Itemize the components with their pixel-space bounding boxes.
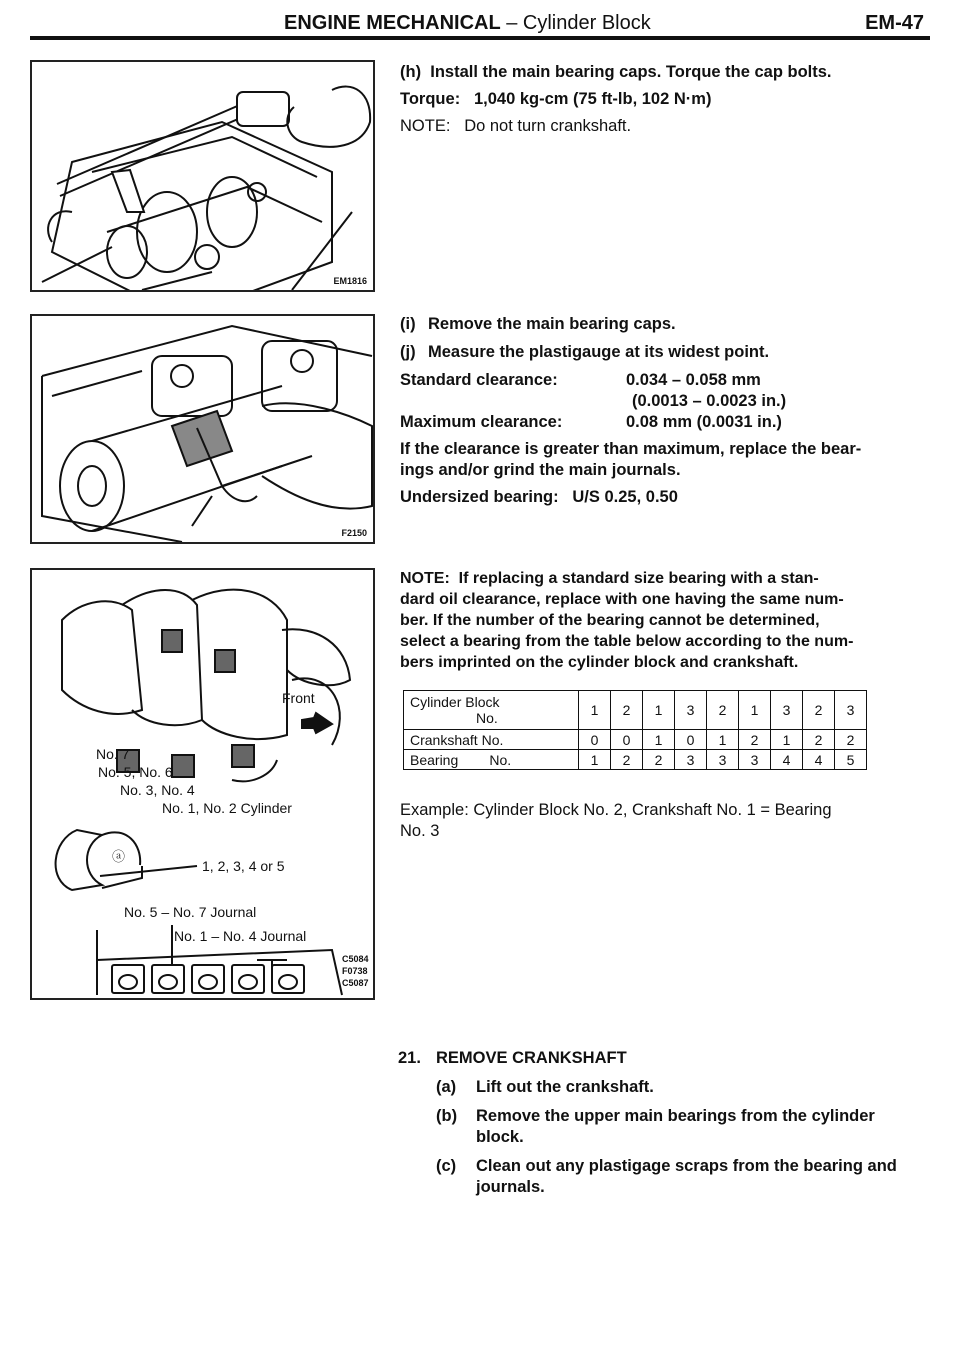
step-label: (h) (400, 63, 422, 81)
step-text: Measure the plastigauge at its widest point. (428, 343, 770, 361)
note-line: dard oil clearance, replace with one having the same num- (400, 591, 844, 608)
table-cell: 1 (739, 691, 771, 730)
step-label: (i) (400, 315, 416, 333)
label-front: Front (282, 690, 315, 706)
table-cell: 5 (835, 750, 867, 770)
label-stamp: ⓐ (112, 849, 126, 864)
table-cell: 1 (643, 691, 675, 730)
figure-code: EM1816 (333, 276, 367, 286)
figure-bearing-selection (30, 568, 375, 1000)
step-title: REMOVE CRANKSHAFT (436, 1049, 627, 1067)
table-cell: 2 (739, 730, 771, 750)
table-cell: 0 (675, 730, 707, 750)
clearance-instruction-2: ings and/or grind the main journals. (400, 461, 681, 479)
table-cell: 1 (579, 691, 611, 730)
label-journal-1-4: No. 1 – No. 4 Journal (174, 928, 307, 944)
max-clearance-value: 0.08 mm (0.0031 in.) (626, 413, 782, 431)
figure-plastigauge (30, 314, 375, 544)
std-clearance-value: 0.034 – 0.058 mm (626, 371, 761, 389)
std-clearance-inch: (0.0013 – 0.0023 in.) (632, 392, 787, 410)
table-cell: 3 (675, 691, 707, 730)
table-cell: 2 (835, 730, 867, 750)
label-no7: No. 7 (96, 746, 130, 762)
table-cell: 3 (771, 691, 803, 730)
step-text: Remove the main bearing caps. (428, 315, 676, 333)
undersized-label: Undersized bearing: (400, 488, 559, 506)
example-line: Example: Cylinder Block No. 2, Crankshaft No. 1 = Bearing (400, 801, 832, 819)
table-cell: 4 (771, 750, 803, 770)
table-row (404, 750, 867, 770)
table-cell: 2 (643, 750, 675, 770)
table-cell: 2 (803, 691, 835, 730)
figure-code: C5084 (342, 954, 369, 964)
bearing-selection-table (403, 690, 867, 770)
table-row (404, 730, 867, 750)
table-cell: 0 (611, 730, 643, 750)
table-cell: 4 (803, 750, 835, 770)
figure-code: F2150 (341, 528, 367, 538)
label-no5-no6: No. 5, No. 6 (98, 764, 173, 780)
page-number: EM-47 (865, 12, 924, 34)
header-section: ENGINE MECHANICAL (284, 12, 501, 34)
note-line: ber. If the number of the bearing cannot be determined, (400, 612, 820, 629)
example (400, 800, 920, 842)
torque-wrench-illustration (32, 62, 373, 290)
note-line: select a bearing from the table below according to the num- (400, 633, 854, 650)
table-cell: 1 (771, 730, 803, 750)
max-clearance-label: Maximum clearance: (400, 413, 563, 431)
torque-value: 1,040 kg-cm (75 ft-lb, 102 N·m) (473, 90, 712, 108)
label-journal-5-7: No. 5 – No. 7 Journal (124, 904, 257, 920)
figure-code: F0738 (342, 966, 368, 976)
std-clearance-label: Standard clearance: (400, 371, 558, 389)
figure-torque-wrench (30, 60, 375, 292)
table-row (404, 691, 867, 730)
row-header: Bearing No. (404, 750, 579, 770)
figure-code: C5087 (342, 978, 369, 988)
row-header: Crankshaft No. (404, 730, 579, 750)
list-item: (b) Remove the upper main bearings from the cylinder (436, 1107, 875, 1125)
note-text: Do not turn crankshaft. (464, 117, 632, 135)
table-cell: 3 (835, 691, 867, 730)
table-cell: 3 (675, 750, 707, 770)
clearance-instruction-1: If the clearance is greater than maximum, replace the bear- (400, 440, 862, 458)
torque-label: Torque: (400, 90, 461, 108)
step-text: Install the main bearing caps. Torque the cap bolts. (430, 63, 832, 81)
table-cell: 1 (579, 750, 611, 770)
note-line: If replacing a standard size bearing with a stan- (458, 570, 819, 587)
label-bearing-numbers: 1, 2, 3, 4 or 5 (202, 858, 285, 874)
table-cell: 0 (579, 730, 611, 750)
steps-i-j (400, 314, 920, 508)
table-cell: 2 (707, 691, 739, 730)
list-item: (a) Lift out the crankshaft. (436, 1078, 654, 1096)
table-cell: 2 (803, 730, 835, 750)
step-number: 21. (398, 1049, 421, 1067)
page-header (30, 0, 930, 40)
note-label: NOTE: (400, 570, 450, 587)
table-cell: 1 (643, 730, 675, 750)
table-cell: 2 (611, 691, 643, 730)
list-item: (c) Clean out any plastigage scraps from the bearing and (436, 1157, 897, 1175)
header-title: ENGINE MECHANICAL – Cylinder Block (284, 12, 651, 34)
header-subsection: Cylinder Block (522, 12, 651, 34)
plastigauge-illustration (32, 316, 373, 542)
bearing-selection-note (400, 568, 920, 673)
step-21: 21. REMOVE CRANKSHAFT (a) Lift out the crankshaft. (b) Remove the upper main bearings from the cylinder block. (c) Clean out any plastigage scraps from the bearing and journals. (398, 1048, 918, 1198)
step-h (400, 62, 920, 137)
note-line: bers imprinted on the cylinder block and crankshaft. (400, 654, 799, 671)
table-cell: 2 (611, 750, 643, 770)
undersized-value: U/S 0.25, 0.50 (572, 488, 678, 506)
table-cell: 1 (707, 730, 739, 750)
note-label: NOTE: (400, 117, 451, 135)
label-no1-no2-cylinder: No. 1, No. 2 Cylinder (162, 800, 292, 816)
example-line: No. 3 (400, 822, 440, 840)
row-header: Cylinder Block No. (404, 691, 579, 730)
table-cell: 3 (707, 750, 739, 770)
step-label: (j) (400, 343, 416, 361)
label-no3-no4: No. 3, No. 4 (120, 782, 195, 798)
table-cell: 3 (739, 750, 771, 770)
